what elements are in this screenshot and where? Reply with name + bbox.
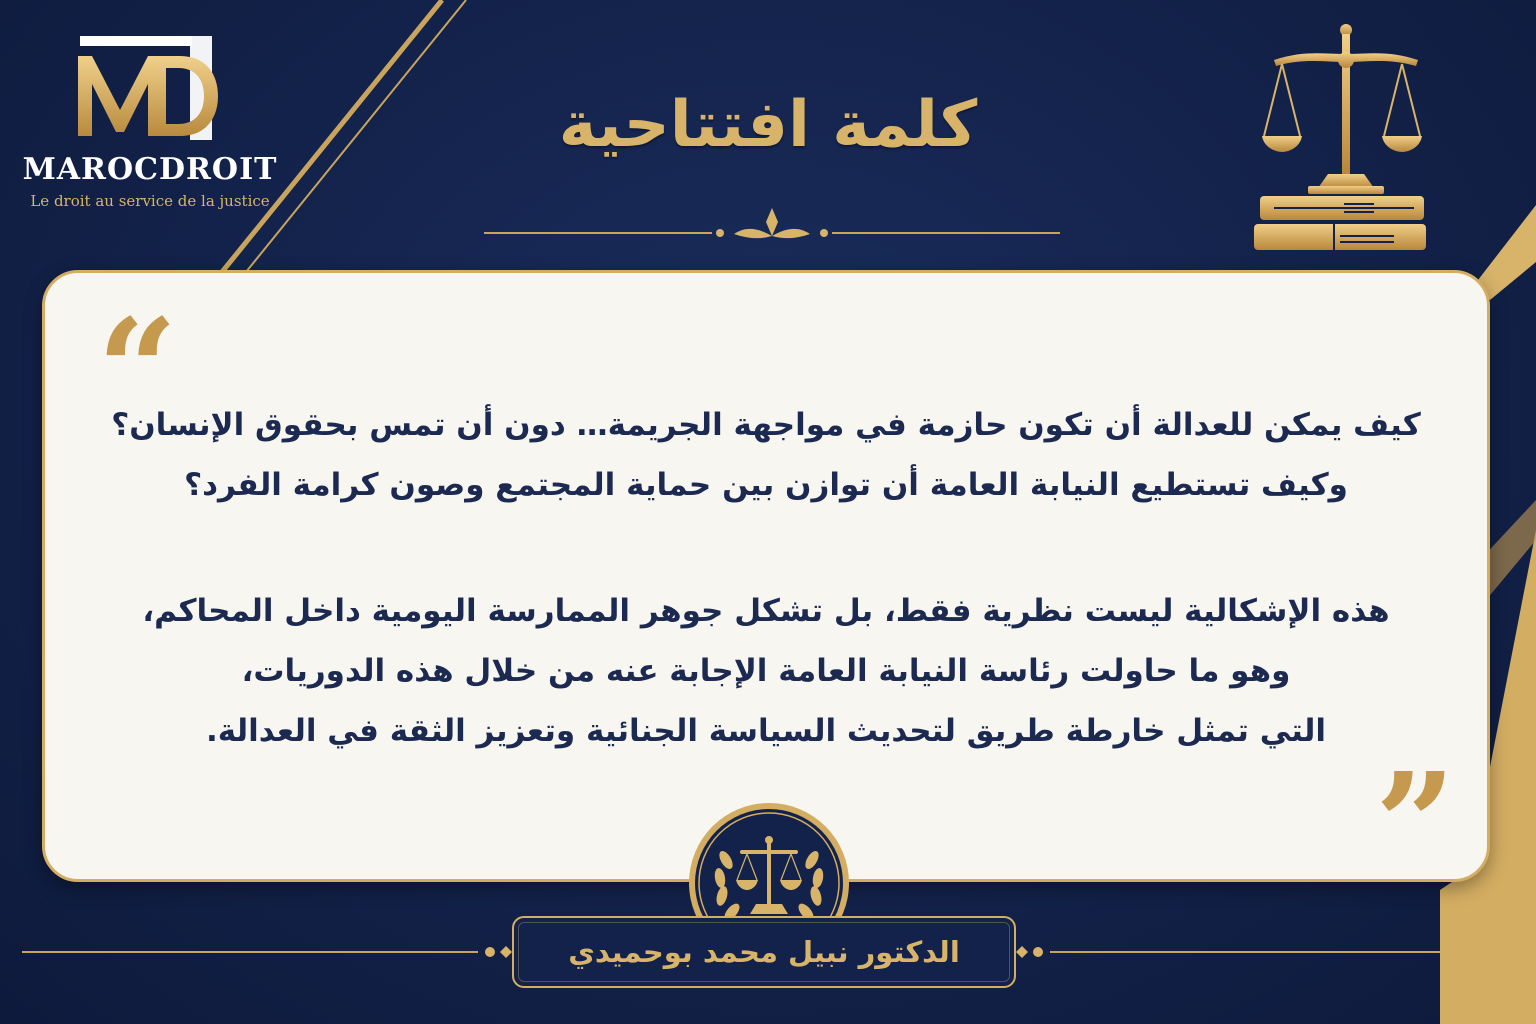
brand-name: MAROCDROIT xyxy=(22,152,278,187)
quote-paragraph-1 xyxy=(45,395,1487,515)
quote-line: وكيف تستطيع النيابة العامة أن توازن بين حماية المجتمع وصون كرامة الفرد؟ xyxy=(184,467,1348,503)
close-quote-icon: ” xyxy=(1375,743,1456,907)
brand-tagline: Le droit au service de la justice xyxy=(30,192,270,210)
quote-card xyxy=(42,270,1490,907)
quote-line: هذه الإشكالية ليست نظرية فقط، بل تشكل جوهر الممارسة اليومية داخل المحاكم، xyxy=(142,593,1390,629)
md-monogram-icon xyxy=(20,28,280,152)
quote-line: التي تمثل خارطة طريق لتحديث السياسة الجنائية وتعزيز الثقة في العدالة. xyxy=(205,713,1327,749)
quote-paragraph-2 xyxy=(45,581,1487,761)
open-quote-icon: “ xyxy=(97,289,178,453)
page-title: كلمة افتتاحية xyxy=(558,88,978,162)
quote-line: كيف يمكن للعدالة أن تكون حازمة في مواجهة الجريمة… دون أن تمس بحقوق الإنسان؟ xyxy=(111,407,1421,443)
scales-of-justice-on-books-icon xyxy=(1244,20,1444,256)
author-box xyxy=(512,916,1016,988)
author-name: الدكتور نبيل محمد بوحميدي xyxy=(568,935,960,969)
ornament-divider-icon xyxy=(484,208,1060,238)
quote-line: وهو ما حاولت رئاسة النيابة العامة الإجابة عنه من خلال هذه الدوريات، xyxy=(241,653,1291,689)
marocdroit-logo xyxy=(20,28,280,228)
